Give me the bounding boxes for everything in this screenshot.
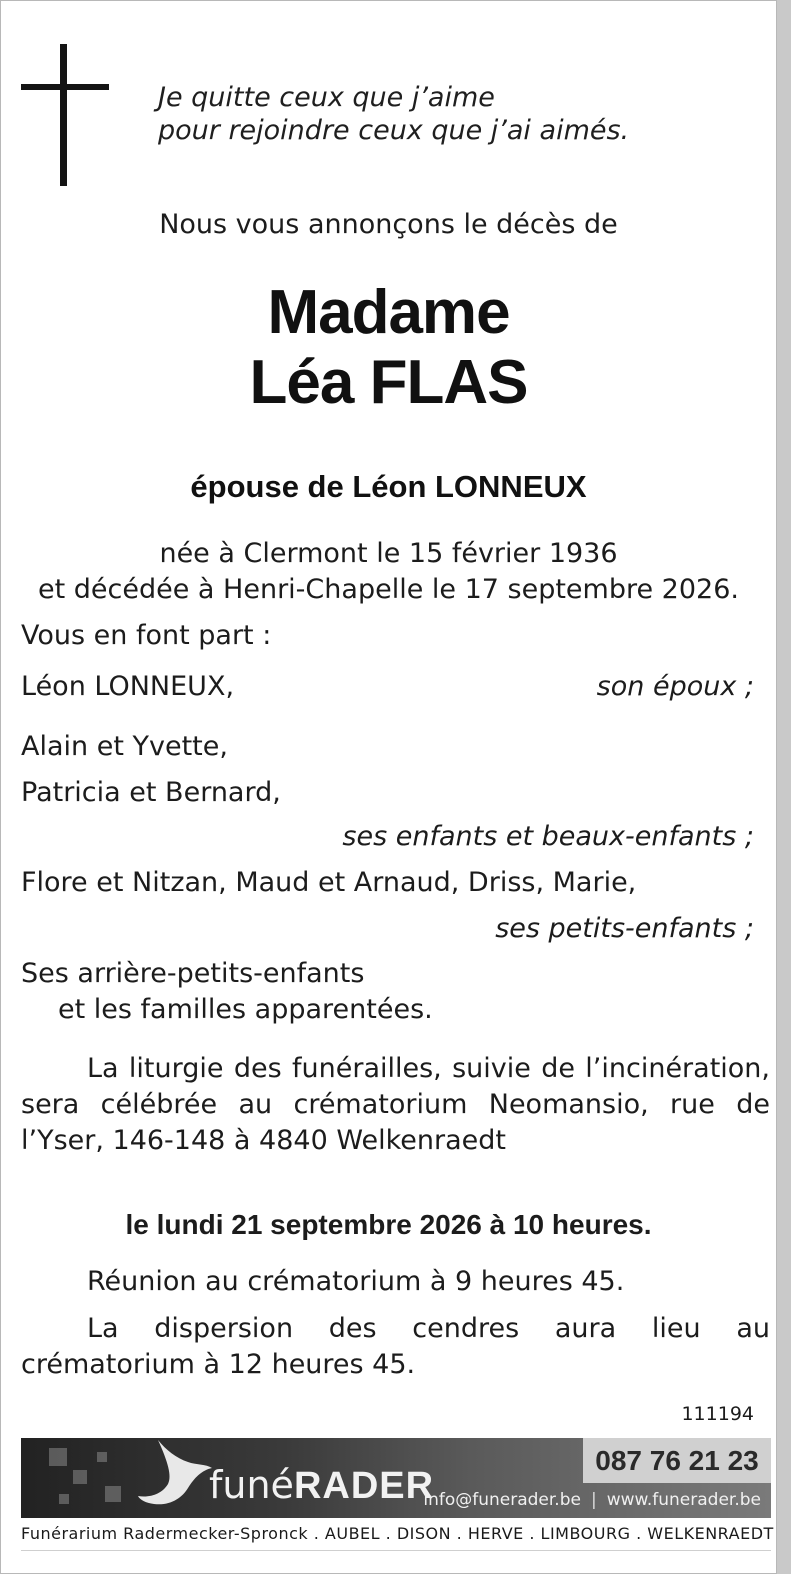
cross-icon bbox=[21, 44, 109, 186]
reference-number: 111194 bbox=[681, 1403, 754, 1425]
relatives: et les familles apparentées. bbox=[58, 994, 433, 1025]
dispersion-paragraph bbox=[21, 1311, 770, 1383]
dispersion-text: La dispersion des cendres aura lieu au crématorium à 12 heures 45. bbox=[21, 1313, 770, 1380]
funeral-home-banner bbox=[21, 1438, 771, 1518]
deceased-name: Léa FLAS bbox=[249, 348, 528, 417]
contact-info bbox=[423, 1485, 761, 1515]
epitaph-quote bbox=[158, 81, 629, 147]
dove-logo-icon bbox=[136, 1438, 216, 1518]
logo-bold: RADER bbox=[293, 1465, 435, 1507]
grandchildren-names: Flore et Nitzan, Maud et Arnaud, Driss, Marie, bbox=[21, 867, 637, 898]
quote-line-1: Je quitte ceux que j’aime bbox=[158, 82, 495, 113]
birth-line: née à Clermont le 15 février 1936 bbox=[159, 538, 618, 569]
page-edge bbox=[777, 0, 791, 1574]
children-line-2: Patricia et Bernard, bbox=[21, 777, 281, 808]
family-intro: Vous en font part : bbox=[21, 620, 272, 651]
deceased-name-block bbox=[1, 278, 776, 418]
grandchildren-role: ses petits-enfants ; bbox=[495, 913, 754, 944]
children-line-1: Alain et Yvette, bbox=[21, 731, 228, 762]
contact-separator: | bbox=[590, 1490, 597, 1510]
great-grandchildren: Ses arrière-petits-enfants bbox=[21, 958, 365, 989]
quote-line-2: pour rejoindre ceux que j’ai aimés. bbox=[158, 115, 630, 146]
liturgy-text: La liturgie des funérailles, suivie de l’incinération, sera célébrée au crématorium Neomansio, rue de l’Yser, 146-148 à 4840 Welkenraedt bbox=[21, 1053, 770, 1156]
spouse-line: épouse de Léon LONNEUX bbox=[190, 469, 587, 504]
phone-number[interactable]: 087 76 21 23 bbox=[583, 1438, 771, 1483]
meeting-paragraph bbox=[21, 1264, 770, 1300]
husband-name: Léon LONNEUX, bbox=[21, 671, 235, 702]
funeral-home-locations: Funérarium Radermecker-Spronck . AUBEL . DISON . HERVE . LIMBOURG . WELKENRAEDT bbox=[21, 1518, 771, 1551]
logo-prefix: funé bbox=[209, 1463, 294, 1507]
birth-death-info bbox=[1, 536, 776, 608]
announcement: Nous vous annonçons le décès de bbox=[159, 209, 618, 240]
death-line: et décédée à Henri-Chapelle le 17 septembre 2026. bbox=[38, 574, 739, 605]
website-link[interactable]: www.funerader.be bbox=[606, 1490, 761, 1510]
funeral-home-logo bbox=[209, 1460, 434, 1511]
deceased-title: Madame bbox=[267, 278, 510, 347]
meeting-text: Réunion au crématorium à 9 heures 45. bbox=[87, 1266, 625, 1297]
liturgy-paragraph bbox=[21, 1051, 770, 1159]
children-role: ses enfants et beaux-enfants ; bbox=[342, 821, 754, 852]
ceremony-date: le lundi 21 septembre 2026 à 10 heures. bbox=[125, 1209, 652, 1240]
email-link[interactable]: info@funerader.be bbox=[423, 1490, 581, 1510]
husband-role: son époux ; bbox=[596, 671, 754, 702]
